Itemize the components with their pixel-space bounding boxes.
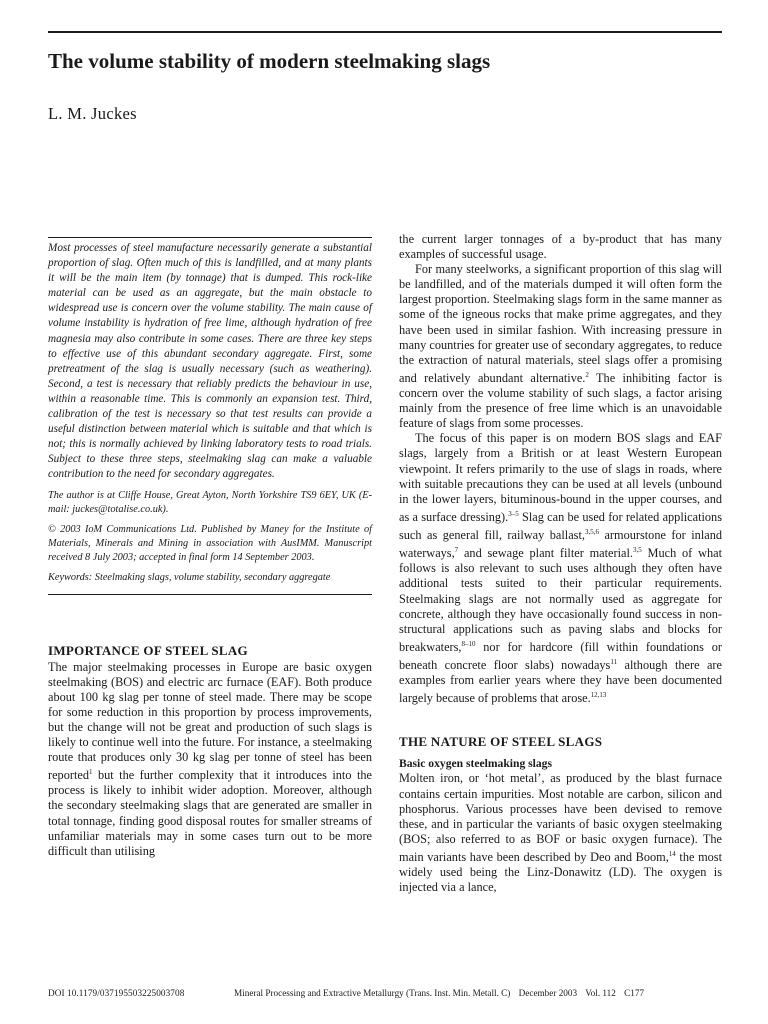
reference: 14 [668,849,676,858]
volume: Vol. 112 [585,988,616,998]
abstract-block [48,234,372,595]
section-nature [399,734,722,895]
keywords: Keywords: Steelmaking slags, volume stability, secondary aggregate [48,571,331,583]
paragraph: The major steelmaking processes in Europe are basic oxygen steelmaking (BOS) and electric arc furnace (EAF). Both produce about 100 kg slag per tonne of steel made. There may be scope for some reduction in this proportion by process improvements, but the change will not be great and production of such slags is likely to continue well into the future. For instance, a steelmaking route that produces only 30 kg slag per tonne of steel has been reported$^1$ but the further complexity that it introduces into the process is likely to inhibit wider adoption. Moreover, although the secondary steelmaking slags that are generated are smaller in total tonnage, finding good disposal routes for smaller streams of unfamiliar materials may in some cases turn out to be more difficult than utilising [48,659,372,858]
reference: 3–5 [508,509,519,518]
subsection-heading: Basic oxygen steelmaking slags [399,757,552,771]
abstract-top-rule [48,237,372,238]
section-importance [48,643,372,859]
reference: 3,5 [632,546,642,555]
reference: 8–10 [461,639,476,648]
section-heading: IMPORTANCE OF STEEL SLAG [48,642,248,658]
author-affiliation: The author is at Cliffe House, Great Ayton, North Yorkshire TS9 6EY, UK (E-mail: juckes@totalise.co.uk). [48,489,372,515]
section-heading: THE NATURE OF STEEL SLAGS [399,734,603,750]
reference: 3,5,6 [584,527,599,536]
right-column [399,232,722,895]
paragraph: the current larger tonnages of a by-product that has many examples of successful usage. [399,232,722,262]
doi: DOI 10.1179/037195503225003708 [48,988,185,998]
abstract-text: Most processes of steel manufacture necessarily generate a substantial proportion of slag. Often much of this is landfilled, and at many plants it will be the main item (by tonnage) that is dumped. This rock-like material can be used as an aggregate, but the main obstacle to widespread use is concern over the volume stability. The main cause of volume instability is hydration of free lime, although hydration of free magnesia may also contribute in some cases. There are three key steps to effective use of this abundant secondary aggregate. First, some pretreatment of the slag is usually necessary (such as weathering). Second, a test is necessary that reliably predicts the behaviour in use, within a reasonable time. This is commonly an expansion test. Third, calibration of the test is necessary so that test results can provide a useful distinction between material which is suitable and that which is not; this is normally achieved by linking laboratory tests to road trials. Subject to these three steps, steelmaking slag can make a valuable contribution to the need for secondary aggregates. [48,242,372,481]
issue-date: December 2003 [518,988,578,998]
paragraph: The focus of this paper is on modern BOS slags and EAF slags, largely from a British or at least Western European viewpoint. It refers primarily to the use of slags in roads, where with suitable precautions they can be used at all levels (unbound in the lower layers, bituminous-bound in the upper courses, and as a surface dressing).$^{3-5}$ Slag can be used for related applications such as general fill, railway ballast,$^{3,5,6}$ armourstone for inland waterways,$^7$ and sewage plant filter material.$^{3,5}$ Much of what follows is also relevant to such uses although they often have additional tests suited to their particular requirements. Steelmaking slags are not normally used as aggregate for concrete, although they have occasionally found success in non-structural applications such as paving slabs and blocks for breakwaters,$^{8-10}$ nor for hardcore (fill within foundations or beneath concrete floor slabs) nowadays$^{11}$ although there are examples from earlier years where they have been documented largely because of problems that arose.$^{12,13}$ [399,431,722,706]
journal-name: Mineral Processing and Extractive Metallurgy (Trans. Inst. Min. Metall. C) [234,988,511,998]
paragraph: For many steelworks, a significant proportion of this slag will be landfilled, and of the materials dumped it will often form the largest proportion. Steelmaking slags form in the same manner as some of the igneous rocks that make prime aggregates, and they have been used in similar fashion. With increasing pressure in many countries for greater use of secondary aggregates, to reduce the extraction of natural materials, steel slags offer a promising and relatively abundant alternative.$^2$ The inhibiting factor is concern over the volume stability of such slags, a factor arising mainly from the presence of free lime which is an unavoidable feature of slags from some processes. [399,262,722,431]
top-rule [48,31,722,33]
left-column [48,234,372,859]
paragraph: Molten iron, or ‘hot metal’, as produced by the blast furnace contains certain impurities. Most notable are carbon, silicon and phosphorus. Various processes have been devised to remove these, and in particular the variants of basic oxygen steelmaking (BOS; also referred to as BOF or basic oxygen furnace). The main variants have been described by Deo and Boom,$^{14}$ the most widely used being the Linz-Donawitz (LD). The oxygen is injected via a lance, [399,771,722,895]
reference: 7 [454,546,459,555]
copyright-notice: © 2003 IoM Communications Ltd. Published by Maney for the Institute of Materials, Minerals and Mining in association with AusIMM. Manuscript received 8 July 2003; accepted in final form 14 September 2003. [48,523,372,563]
reference: 2 [585,370,589,379]
page-number: C177 [624,988,645,998]
article-title: The volume stability of modern steelmaking slags [48,49,491,73]
abstract-bottom-rule [48,594,372,595]
article-author: L. M. Juckes [48,104,137,123]
reference: 12,13 [590,691,607,700]
journal-info [234,987,650,999]
reference: 11 [610,658,618,666]
reference: 1 [88,768,93,777]
